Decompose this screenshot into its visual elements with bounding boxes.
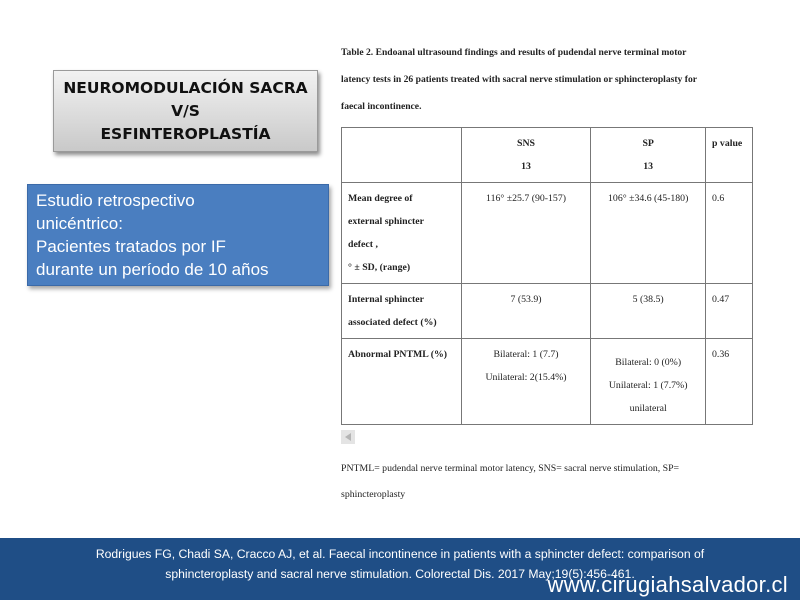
results-table bbox=[341, 127, 753, 425]
website-url: www.cirugiahsalvador.cl bbox=[547, 572, 788, 597]
table-row bbox=[342, 284, 753, 339]
row-label-line: defect , bbox=[348, 239, 378, 250]
caption-line-2: latency tests in 26 patients treated with sacral nerve stimulation or sphincteroplasty for bbox=[341, 74, 698, 85]
row-label-line: Internal sphincter bbox=[348, 294, 424, 305]
citation-bar bbox=[0, 538, 800, 600]
header-sns bbox=[461, 128, 591, 183]
row-label-line: ° ± SD, (range) bbox=[348, 262, 411, 273]
row-label-line: Abnormal PNTML (%) bbox=[348, 349, 448, 360]
footnote-line-1: PNTML= pudendal nerve terminal motor latency, SNS= sacral nerve stimulation, SP= bbox=[341, 463, 680, 474]
cell-line: Bilateral: 1 (7.7) bbox=[493, 349, 559, 360]
header-sp bbox=[591, 128, 706, 183]
study-line-2: unicéntrico: bbox=[36, 214, 123, 233]
row-label-external-sphincter bbox=[342, 183, 462, 284]
row-label-line: Mean degree of bbox=[348, 193, 413, 204]
table-footnote bbox=[341, 456, 761, 508]
table-row bbox=[342, 339, 753, 425]
header-sp-label: SP bbox=[642, 138, 654, 149]
cell-sns-internal: 7 (53.9) bbox=[461, 284, 591, 339]
citation-line-2: sphincteroplasty and sacral nerve stimulation. Colorectal Dis. 2017 May;19(5):456-461. bbox=[165, 567, 635, 581]
cell-p-internal: 0.47 bbox=[706, 284, 753, 339]
study-line-4: durante un período de 10 años bbox=[36, 260, 269, 279]
cell-sns-external: 116° ±25.7 (90-157) bbox=[461, 183, 591, 284]
slide-title-line-1: NEUROMODULACIÓN SACRA bbox=[63, 78, 308, 97]
table-caption bbox=[341, 39, 761, 120]
table-row bbox=[342, 183, 753, 284]
caption-line-1: Table 2. Endoanal ultrasound findings and results of pudendal nerve terminal motor bbox=[341, 47, 687, 58]
footnote-line-2: sphincteroplasty bbox=[341, 489, 406, 500]
header-sns-label: SNS bbox=[517, 138, 535, 149]
caption-line-3: faecal incontinence. bbox=[341, 101, 422, 112]
slide-title-box bbox=[53, 70, 318, 152]
cell-line: Bilateral: 0 (0%) bbox=[615, 357, 682, 368]
cell-line: Unilateral: 2(15.4%) bbox=[485, 372, 567, 383]
cell-sp-external: 106° ±34.6 (45-180) bbox=[591, 183, 706, 284]
cell-sns-pntml bbox=[461, 339, 591, 425]
cell-line: unilateral bbox=[629, 403, 667, 414]
cell-p-external: 0.6 bbox=[706, 183, 753, 284]
header-sns-n: 13 bbox=[521, 161, 531, 172]
scroll-left-arrow-icon bbox=[341, 430, 355, 444]
slide-title-line-3: ESFINTEROPLASTÍA bbox=[100, 124, 271, 143]
row-label-internal-sphincter bbox=[342, 284, 462, 339]
slide-title-line-2: V/S bbox=[171, 101, 200, 120]
cell-line: Unilateral: 1 (7.7%) bbox=[608, 380, 688, 391]
cell-sp-pntml bbox=[591, 339, 706, 425]
row-label-line: external sphincter bbox=[348, 216, 424, 227]
header-sp-n: 13 bbox=[643, 161, 654, 172]
study-line-3: Pacientes tratados por IF bbox=[36, 237, 226, 256]
header-empty-cell bbox=[342, 128, 462, 183]
study-line-1: Estudio retrospectivo bbox=[36, 191, 195, 210]
cell-sp-internal: 5 (38.5) bbox=[591, 284, 706, 339]
citation-line-1: Rodrigues FG, Chadi SA, Cracco AJ, et al. Faecal incontinence in patients with a sphincter defect: comparison of bbox=[95, 547, 705, 561]
header-p-value: p value bbox=[706, 128, 753, 183]
row-label-pntml bbox=[342, 339, 462, 425]
study-description-box bbox=[27, 184, 329, 286]
table-header-row bbox=[342, 128, 753, 183]
row-label-line: associated defect (%) bbox=[348, 317, 437, 328]
cell-p-pntml: 0.36 bbox=[706, 339, 753, 425]
